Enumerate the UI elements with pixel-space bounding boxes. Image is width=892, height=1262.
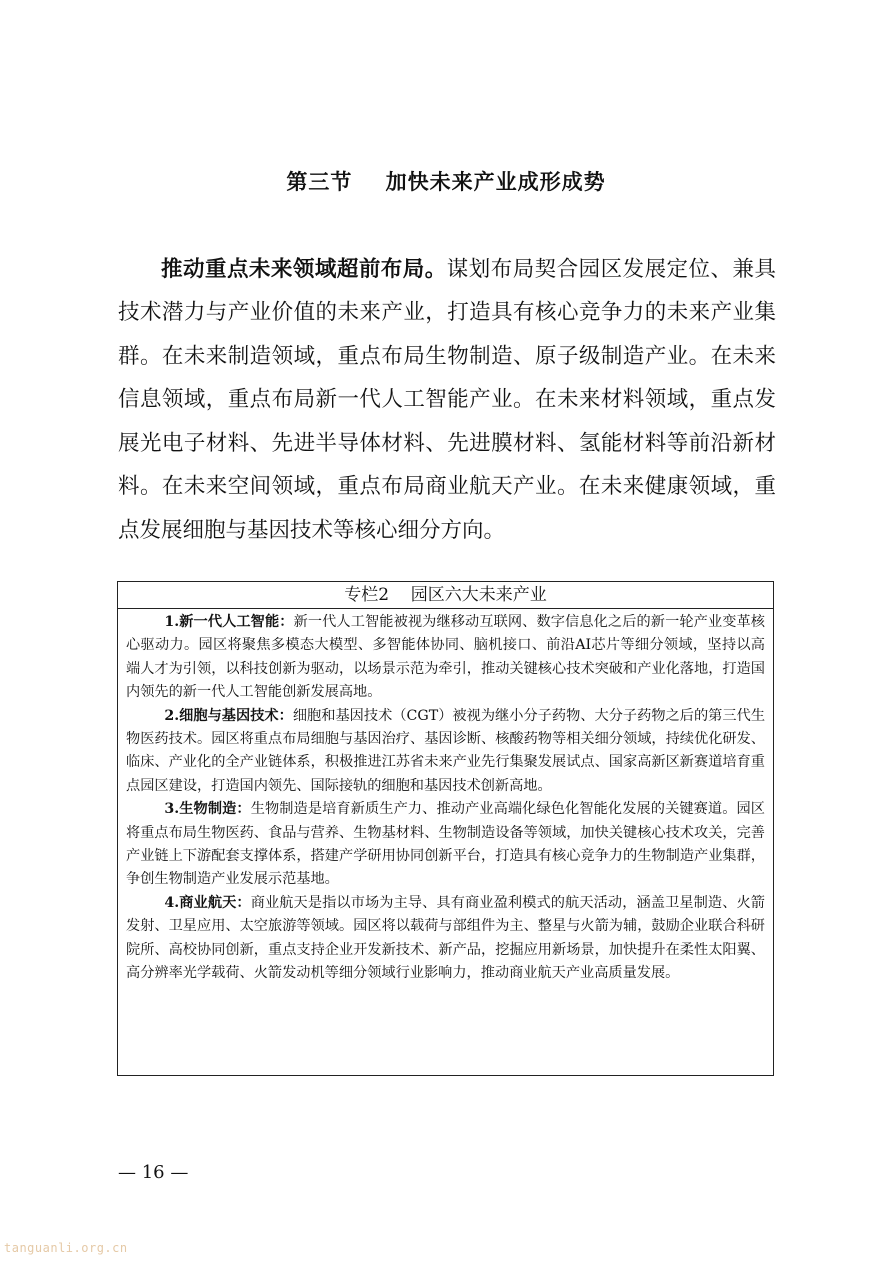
box-item bbox=[126, 705, 765, 799]
item-name: 3.生物制造： bbox=[164, 801, 251, 818]
box-item bbox=[126, 798, 765, 892]
feature-box bbox=[117, 581, 774, 1076]
item-name: 4.商业航天： bbox=[164, 894, 251, 911]
box-title: 专栏2 园区六大未来产业 bbox=[118, 582, 773, 609]
item-text: 商业航天是指以市场为主导、具有商业盈利模式的航天活动，涵盖卫星制造、火箭发射、卫星应用、太空旅游等领域。园区将以载荷与部组件为主、整星与火箭为辅，鼓励企业联合科研院所、高校协同创新，重点支持企业开发新技术、新产品，挖掘应用新场景，加快提升在柔性太阳翼、高分辨率光学载荷、火箭发动机等细分领域行业影响力，推动商业航天产业高质量发展。 bbox=[126, 894, 765, 982]
paragraph-lead: 推动重点未来领域超前布局。 bbox=[161, 256, 447, 282]
box-body bbox=[118, 609, 773, 986]
item-name: 2.细胞与基因技术： bbox=[164, 707, 293, 724]
section-title: 第三节 加快未来产业成形成势 bbox=[286, 170, 606, 194]
item-text: 生物制造是培育新质生产力、推动产业高端化绿色化智能化发展的关键赛道。园区将重点布局生物医药、食品与营养、生物基材料、生物制造设备等领域，加快关键核心技术攻关，完善产业链上下游配套支撑体系，搭建产学研用协同创新平台，打造具有核心竞争力的生物制造产业集群，争创生物制造产业发展示范基地。 bbox=[126, 801, 765, 888]
body-paragraph bbox=[118, 248, 776, 553]
page-number: — 16 — bbox=[118, 1162, 189, 1183]
item-name: 1.新一代人工智能： bbox=[164, 614, 294, 630]
box-item bbox=[126, 892, 765, 986]
item-text: 细胞和基因技术（CGT）被视为继小分子药物、大分子药物之后的第三代生物医药技术。园区将重点布局细胞与基因治疗、基因诊断、核酸药物等相关细分领域，持续优化研发、临床、产业化的全产业链体系，积极推进江苏省未来产业先行集聚发展试点、国家高新区新赛道培育重点园区建设，打造国内领先、国际接轨的细胞和基因技术创新高地。 bbox=[126, 707, 766, 794]
paragraph-text: 谋划布局契合园区发展定位、兼具技术潜力与产业价值的未来产业，打造具有核心竞争力的未来产业集群。在未来制造领域，重点布局生物制造、原子级制造产业。在未来信息领域，重点布局新一代人工智能产业。在未来材料领域，重点发展光电子材料、先进半导体材料、先进膜材料、氢能材料等前沿新材料。在未来空间领域，重点布局商业航天产业。在未来健康领域，重点发展细胞与基因技术等核心细分方向。 bbox=[118, 256, 776, 544]
item-text: 新一代人工智能被视为继移动互联网、数字信息化之后的新一轮产业变革核心驱动力。园区将聚焦多模态大模型、多智能体协同、脑机接口、前沿AI芯片等细分领域，坚持以高端人才为引领，以科技创新为驱动，以场景示范为牵引，推动关键核心技术突破和产业化落地，打造国内领先的新一代人工智能创新发展高地。 bbox=[126, 614, 765, 701]
watermark: tanguanli.org.cn bbox=[4, 1241, 128, 1255]
box-item bbox=[126, 611, 765, 705]
